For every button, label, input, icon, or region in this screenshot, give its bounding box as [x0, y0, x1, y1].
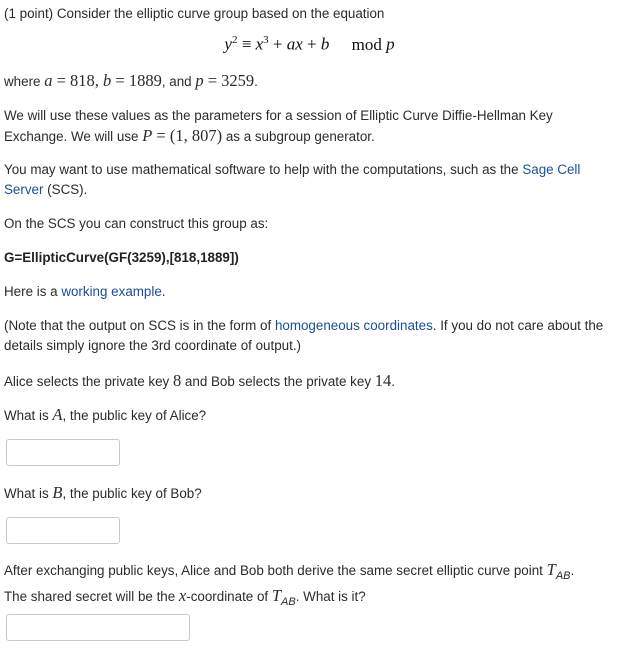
- homogeneous-coordinates-link[interactable]: homogeneous coordinates: [274, 318, 433, 333]
- question-alice: What is A, the public key of Alice?: [4, 405, 207, 424]
- construct-text: On the SCS you can construct this group as:: [4, 216, 269, 231]
- question-shared-secret: After exchanging public keys, Alice and Bob both derive the same secret elliptic curve point $T_{AB}$. The shared secret will be the x-coordinate of $T_{AB}$. What is it?: [4, 560, 575, 608]
- curve-equation: $y^2 \equiv x^3$ + ax + b mod p: [224, 34, 395, 54]
- private-keys: Alice selects the private key 8 and Bob selects the private key 14.: [4, 371, 395, 390]
- example-text: Here is a working example.: [4, 284, 166, 299]
- curve-parameters: where a = 818, b = 1889, and p = 3259.: [4, 71, 258, 90]
- alice-public-key-input[interactable]: [6, 439, 120, 466]
- shared-secret-input[interactable]: [6, 614, 190, 641]
- software-hint: You may want to use mathematical software to help with the computations, such as the Sage Cell Server (SCS).: [4, 162, 581, 197]
- coordinates-note: (Note that the output on SCS is in the form of homogeneous coordinates. If you do not care about the details simply ignore the 3rd coordinate of output.): [4, 318, 604, 353]
- question-bob: What is B, the public key of Bob?: [4, 483, 202, 502]
- sage-cell-server-link[interactable]: Sage Cell Server: [4, 162, 581, 197]
- working-example-link[interactable]: working example: [61, 284, 162, 299]
- ecdh-description: We will use these values as the parameters for a session of Elliptic Curve Diffie-Hellman Key Exchange. We will use P = (1, 807) as a subgroup generator.: [4, 108, 553, 145]
- problem-intro: (1 point) Consider the elliptic curve group based on the equation: [4, 6, 385, 21]
- sage-code: G=EllipticCurve(GF(3259),[818,1889]): [4, 250, 239, 265]
- bob-public-key-input[interactable]: [6, 517, 120, 544]
